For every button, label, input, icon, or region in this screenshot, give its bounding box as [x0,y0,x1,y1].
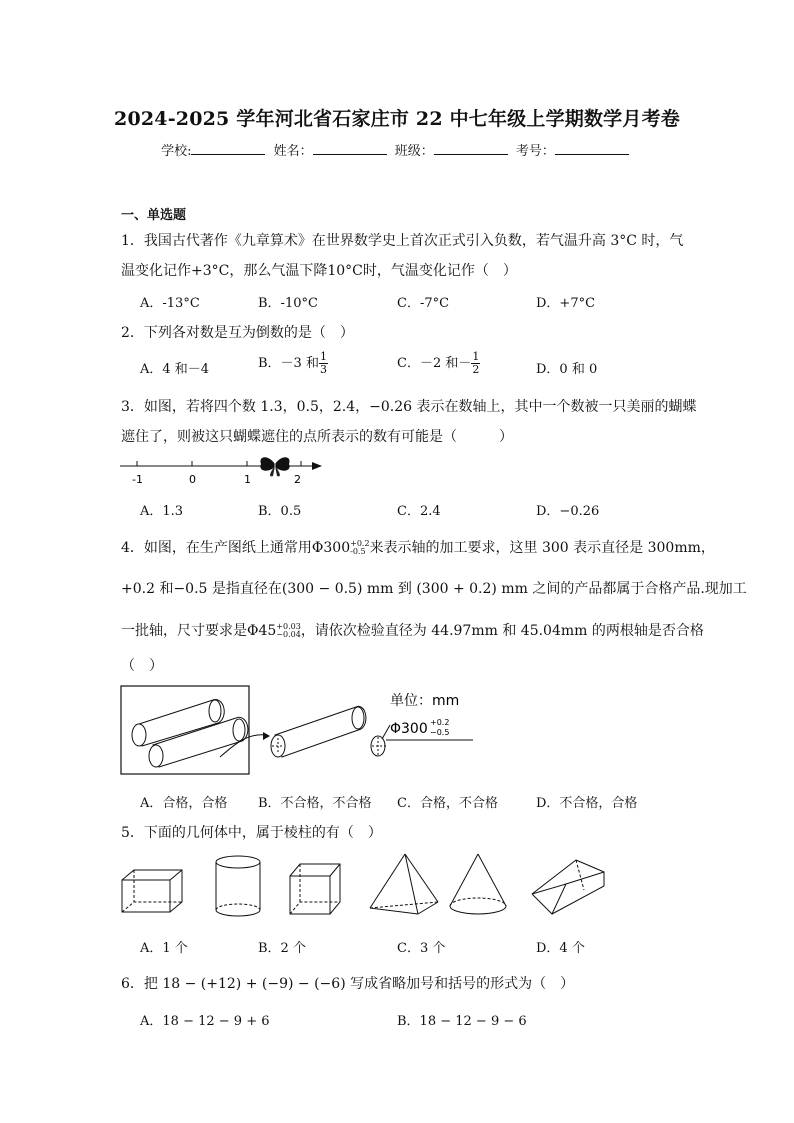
name-label: 姓名： [273,144,313,159]
tick-label: 0 [189,473,196,486]
cylinder-solid-icon [216,856,260,916]
fraction-denominator: 3 [319,363,327,376]
q4-line3 [121,620,704,640]
student-info-line [0,140,794,159]
q4-option-d[interactable]: D．不合格，合格 [536,796,638,811]
cone-icon [450,854,506,914]
q4-line1-part1: 4．如图，在生产图纸上通常用Φ300 [121,540,351,556]
q6-stem: 6．把 18 − (+12) + (−9) − (−6) 写成省略加号和括号的形式为（ ） [121,976,575,992]
tolerance-upper: +0.03 [276,622,301,631]
butterfly-icon [260,457,289,476]
q3-line2: 遮住了，则被这只蝴蝶遮住的点所表示的数有可能是（ ） [121,429,513,445]
q3-option-d[interactable]: D．−0.26 [536,504,600,519]
cube-icon [290,864,340,914]
number-blank [555,142,629,155]
shaft-drawing-figure [118,683,478,778]
tick-label: 1 [244,473,251,486]
triangular-prism-icon [532,860,604,914]
exam-title: 2024-2025 学年河北省石家庄市 22 中七年级上学期数学月考卷 [114,108,680,130]
shaft-cylinder-icon [271,706,366,757]
q6-option-a[interactable]: A．18 − 12 − 9 + 6 [140,1014,270,1029]
q1-option-a[interactable]: A．-13°C [140,296,200,311]
tolerance-stack [276,623,301,639]
pyramid-icon [370,854,438,914]
q1-option-c[interactable]: C．-7°C [397,296,450,311]
q3-line1: 3．如图，若将四个数 1.3，0.5，2.4，−0.26 表示在数轴上，其中一个数被一只美丽的蝴蝶 [121,399,697,415]
q5-option-d[interactable]: D．4 个 [536,941,585,956]
fraction-one-half [471,351,480,376]
q3-option-a[interactable]: A．1.3 [140,504,184,519]
unit-label: 单位：mm [390,693,460,709]
q2-option-d[interactable]: D．0 和 0 [536,362,598,377]
q1-option-b[interactable]: B．-10°C [258,296,318,311]
q2-option-b[interactable] [258,351,328,376]
q5-option-c[interactable]: C．3 个 [397,941,446,956]
fraction-numerator: 1 [319,350,327,363]
tolerance-stack [350,540,369,556]
arrow-head-icon [263,732,270,740]
spec-label: Φ300 [390,721,428,737]
q4-line2: +0.2 和−0.5 是指直径在(300 − 0.5) mm 到 (300 + 0.2) mm 之间的产品都属于合格产品.现加工 [121,581,747,597]
q2-option-a[interactable]: A．4 和－4 [140,362,210,377]
q3-option-c[interactable]: C．2.4 [397,504,441,519]
q4-line1-part2: 来表示轴的加工要求，这里 300 表示直径是 300mm， [369,540,715,556]
school-blank [191,142,265,155]
q4-option-b[interactable]: B．不合格，不合格 [258,796,372,811]
q2-option-b-text: B．－3 和 [258,356,319,371]
fraction-numerator: 1 [472,350,480,363]
q2-option-c[interactable] [397,351,480,376]
solids-figure [118,850,618,922]
school-label: 学校: [161,144,192,159]
tolerance-upper: +0.2 [350,539,370,548]
q1-line2: 温变化记作+3°C，那么气温下降10°C时，气温变化记作（ ） [121,263,517,279]
q1-option-d[interactable]: D．+7°C [536,296,596,311]
axis-arrow-icon [312,462,322,470]
name-blank [313,142,387,155]
q2-option-c-text: C．－2 和－ [397,356,472,371]
spec-lower-tolerance: −0.5 [430,728,450,737]
class-blank [434,142,508,155]
q4-paren: （ ） [121,658,163,674]
q3-option-b[interactable]: B．0.5 [258,504,302,519]
q1-line1: 1．我国古代著作《九章算术》在世界数学史上首次正式引入负数，若气温升高 3°C 时，气 [121,233,684,249]
tick-label: -1 [132,473,143,486]
q4-line3-part2: ，请依次检验直径为 44.97mm 和 45.04mm 的两根轴是否合格 [300,623,704,639]
class-label: 班级： [394,144,434,159]
tolerance-lower: −0.04 [276,630,301,639]
q4-line3-part1: 一批轴，尺寸要求是Φ45 [121,623,277,639]
q5-option-b[interactable]: B．2 个 [258,941,306,956]
spec-upper-tolerance: +0.2 [430,718,450,727]
q2-stem: 2．下列各对数是互为倒数的是（ ） [121,325,354,341]
number-label: 考号： [515,144,555,159]
fraction-denominator: 2 [472,363,480,376]
q5-option-a[interactable]: A．1 个 [140,941,188,956]
q5-stem: 5．下面的几何体中，属于棱柱的有（ ） [121,825,382,841]
fraction-one-third [319,351,328,376]
section-heading: 一、单选题 [121,208,187,223]
q4-option-a[interactable]: A．合格，合格 [140,796,228,811]
number-line-figure [118,452,328,488]
tolerance-lower: -0.5 [350,547,366,556]
cuboid-icon [122,870,182,912]
tick-label: 2 [294,473,301,486]
q4-line1 [121,537,715,557]
q4-option-c[interactable]: C．合格，不合格 [397,796,498,811]
q6-option-b[interactable]: B．18 − 12 − 9 − 6 [397,1014,527,1029]
